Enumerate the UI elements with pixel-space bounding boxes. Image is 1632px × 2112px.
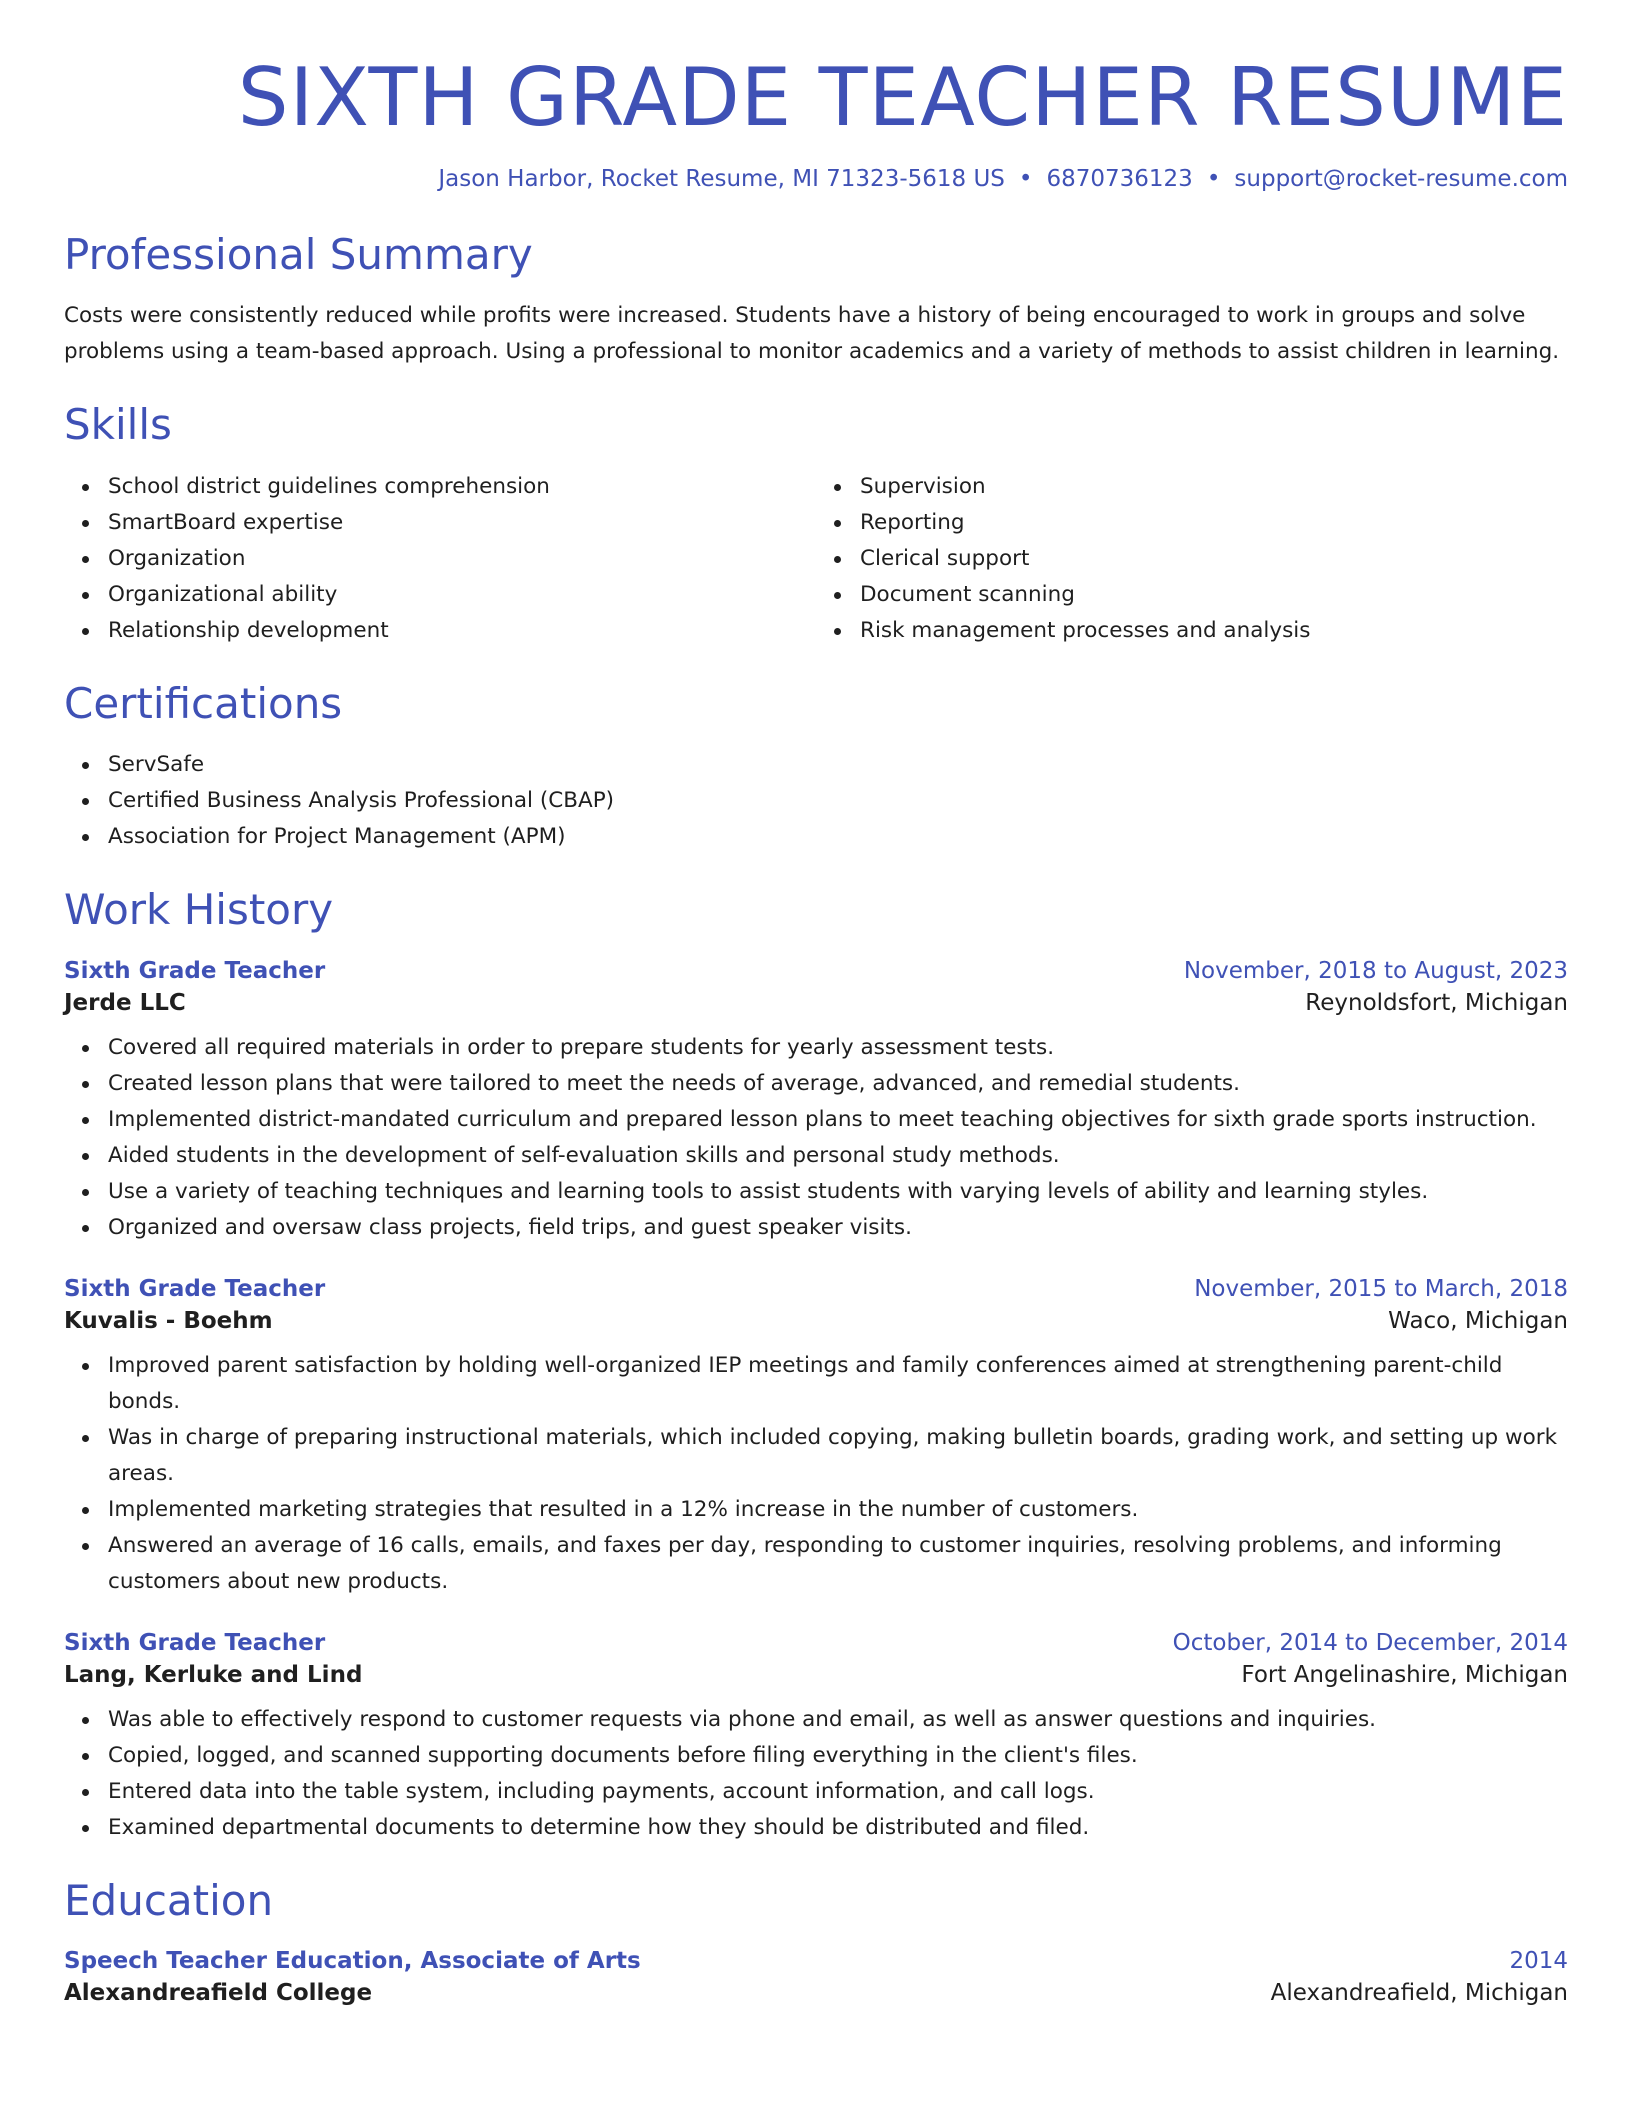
job-duty: Implemented marketing strategies that resulted in a 12% increase in the number of customers. — [108, 1492, 1568, 1528]
job-duty: Implemented district-mandated curriculum and prepared lesson plans to meet teaching objectives for sixth grade sports instruction. — [108, 1102, 1568, 1138]
skill-item: School district guidelines comprehension — [108, 469, 816, 505]
job-duty: Entered data into the table system, including payments, account information, and call logs. — [108, 1774, 1568, 1810]
skills-list-right — [816, 469, 1568, 649]
job-company: Kuvalis - Boehm — [64, 1307, 273, 1334]
job-location: Waco, Michigan — [1388, 1307, 1568, 1334]
contact-separator: • — [1206, 166, 1221, 192]
contact-line — [64, 166, 1568, 192]
skills-heading: Skills — [64, 400, 172, 450]
job-subheader — [64, 1662, 1568, 1688]
job-company: Jerde LLC — [64, 989, 186, 1016]
job-title: Sixth Grade Teacher — [64, 1629, 326, 1656]
job-subheader — [64, 990, 1568, 1016]
skill-item: Reporting — [860, 505, 1568, 541]
certifications-heading: Certifications — [64, 678, 343, 728]
education-school: Alexandreafield College — [64, 1979, 373, 2006]
skill-item: Document scanning — [860, 577, 1568, 613]
job-title: Sixth Grade Teacher — [64, 957, 326, 984]
job-entry — [64, 1276, 1568, 1600]
skills-list-left — [64, 469, 816, 649]
education-year: 2014 — [1509, 1947, 1568, 1974]
job-duty: Covered all required materials in order to prepare students for yearly assessment tests. — [108, 1030, 1568, 1066]
education-header — [64, 1948, 1568, 1974]
job-subheader — [64, 1308, 1568, 1334]
job-dates: November, 2018 to August, 2023 — [1183, 957, 1568, 984]
job-duty: Created lesson plans that were tailored to meet the needs of average, advanced, and remedial students. — [108, 1066, 1568, 1102]
job-dates: October, 2014 to December, 2014 — [1172, 1629, 1568, 1656]
job-duties-list — [64, 1348, 1568, 1600]
job-duty: Improved parent satisfaction by holding well-organized IEP meetings and family conferences aimed at strengthening parent-child bonds. — [108, 1348, 1568, 1420]
job-company: Lang, Kerluke and Lind — [64, 1661, 363, 1688]
job-location: Fort Angelinashire, Michigan — [1241, 1661, 1568, 1688]
job-duty: Aided students in the development of self-evaluation skills and personal study methods. — [108, 1138, 1568, 1174]
certification-item: Association for Project Management (APM) — [108, 819, 1568, 855]
contact-phone: 6870736123 — [1046, 166, 1193, 192]
work-history-section — [64, 885, 1568, 1845]
skills-grid — [64, 451, 1568, 649]
job-entry — [64, 1630, 1568, 1846]
contact-separator: • — [1018, 166, 1033, 192]
job-location: Reynoldsfort, Michigan — [1305, 989, 1568, 1016]
job-duty: Organized and oversaw class projects, field trips, and guest speaker visits. — [108, 1210, 1568, 1246]
job-header — [64, 1630, 1568, 1656]
skills-section — [64, 400, 1568, 648]
skill-item: SmartBoard expertise — [108, 505, 816, 541]
summary-heading: Professional Summary — [64, 230, 533, 279]
summary-section — [64, 230, 1568, 370]
skill-item: Relationship development — [108, 613, 816, 649]
job-duties-list — [64, 1702, 1568, 1846]
work-history-heading: Work History — [64, 885, 334, 935]
skill-item: Supervision — [860, 469, 1568, 505]
certification-item: ServSafe — [108, 747, 1568, 783]
education-entry — [64, 1948, 1568, 2006]
certifications-list — [64, 747, 1568, 855]
education-section — [64, 1876, 1568, 2006]
job-duty: Examined departmental documents to determine how they should be distributed and filed. — [108, 1810, 1568, 1846]
job-entry — [64, 958, 1568, 1246]
contact-email: support@rocket-resume.com — [1234, 166, 1568, 192]
skill-item: Organizational ability — [108, 577, 816, 613]
job-duty: Was able to effectively respond to customer requests via phone and email, as well as answer questions and inquiries. — [108, 1702, 1568, 1738]
contact-address: Jason Harbor, Rocket Resume, MI 71323-5618 US — [438, 166, 1005, 192]
job-duty: Use a variety of teaching techniques and learning tools to assist students with varying levels of ability and learning styles. — [108, 1174, 1568, 1210]
job-dates: November, 2015 to March, 2018 — [1194, 1275, 1568, 1302]
education-location: Alexandreafield, Michigan — [1270, 1979, 1568, 2006]
skill-item: Risk management processes and analysis — [860, 613, 1568, 649]
education-heading: Education — [64, 1875, 274, 1925]
job-header — [64, 958, 1568, 984]
skill-item: Clerical support — [860, 541, 1568, 577]
job-duty: Copied, logged, and scanned supporting documents before filing everything in the client's files. — [108, 1738, 1568, 1774]
certification-item: Certified Business Analysis Professional (CBAP) — [108, 783, 1568, 819]
skill-item: Organization — [108, 541, 816, 577]
summary-text: Costs were consistently reduced while profits were increased. Students have a history of being encouraged to work in groups and solve problems using a team-based approach. Using a professional to monitor academics and a variety of methods to assist children in learning. — [64, 303, 1560, 365]
education-subheader — [64, 1980, 1568, 2006]
education-degree: Speech Teacher Education, Associate of Arts — [64, 1947, 641, 1974]
certifications-section — [64, 679, 1568, 855]
job-duty: Was in charge of preparing instructional materials, which included copying, making bulletin boards, grading work, and setting up work areas. — [108, 1420, 1568, 1492]
job-header — [64, 1276, 1568, 1302]
job-duties-list — [64, 1030, 1568, 1246]
resume-title: SIXTH GRADE TEACHER RESUME — [237, 51, 1568, 144]
job-title: Sixth Grade Teacher — [64, 1275, 326, 1302]
job-duty: Answered an average of 16 calls, emails, and faxes per day, responding to customer inquiries, resolving problems, and informing customers about new products. — [108, 1528, 1568, 1600]
